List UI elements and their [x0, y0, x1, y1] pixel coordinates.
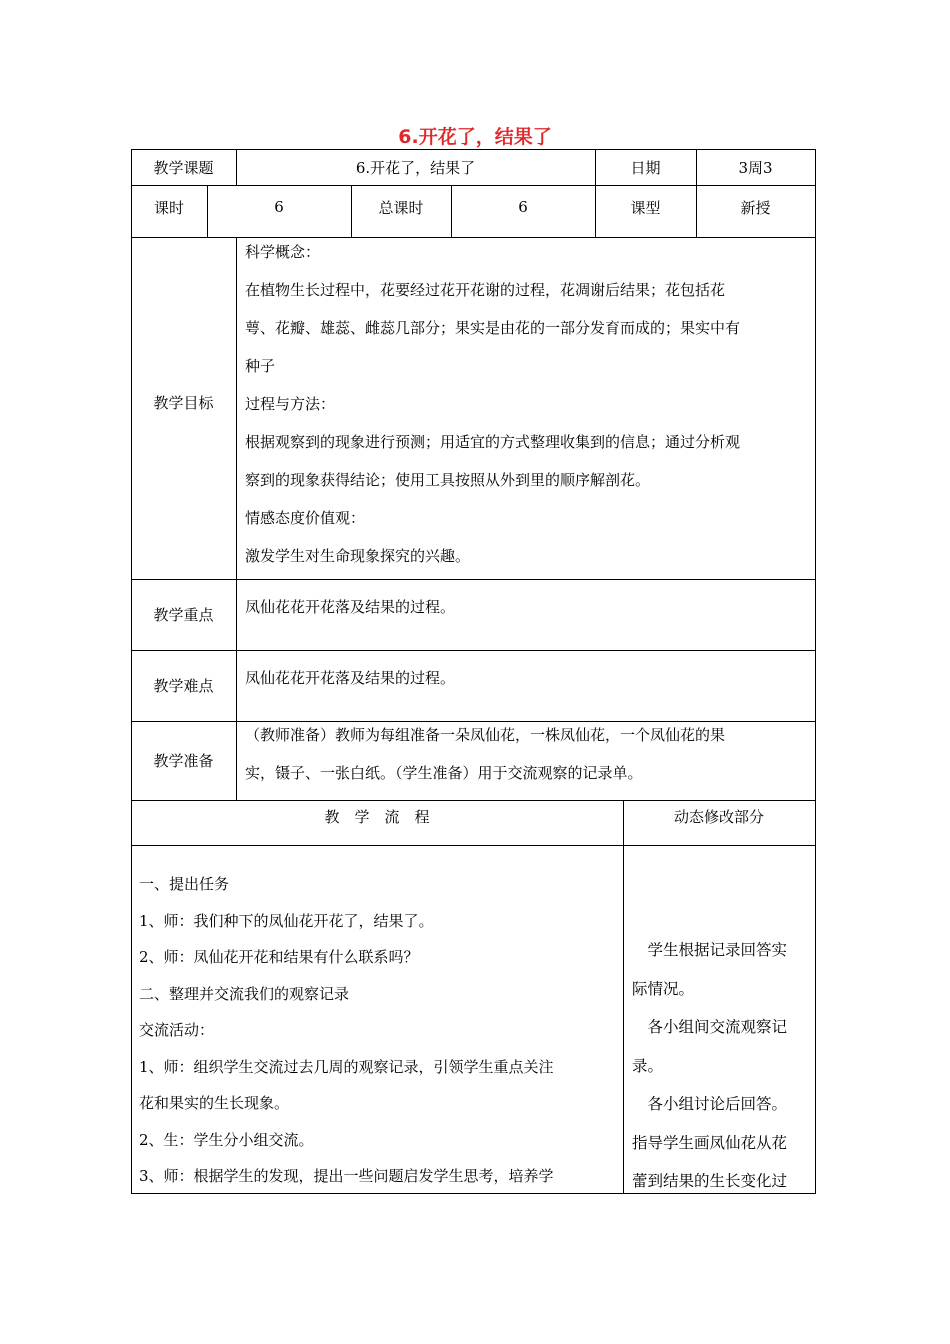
goals-line: 激发学生对生命现象探究的兴趣。 [245, 547, 471, 565]
goals-line: 在植物生长过程中，花要经过花开花谢的过程，花凋谢后结果；花包括花 [245, 281, 726, 299]
difficulty-label: 教学难点 [153, 677, 214, 695]
side-notes [632, 931, 814, 1201]
process-line: 2、生：学生分小组交流。 [139, 1130, 314, 1149]
topic-label: 教学课题 [153, 158, 214, 177]
process-line: 3、师：根据学生的发现，提出一些问题启发学生思考，培养学 [139, 1167, 554, 1185]
goals-line: 种子 [245, 357, 276, 375]
total-periods-label: 总课时 [378, 198, 424, 217]
side-line: 各小组讨论后回答。 [632, 1095, 788, 1113]
process-line: 一、提出任务 [139, 875, 230, 893]
side-line: 指导学生画凤仙花从花 [632, 1133, 788, 1152]
process-line: 花和果实的生长现象。 [139, 1094, 290, 1112]
preparation-label: 教学准备 [153, 752, 214, 770]
lesson-type-label: 课型 [630, 198, 661, 217]
side-line: 录。 [632, 1056, 664, 1075]
process-line: 1、师：组织学生交流过去几周的观察记录，引领学生重点关注 [139, 1057, 554, 1076]
side-heading: 动态修改部分 [673, 808, 764, 826]
goals-line: 根据观察到的现象进行预测；用适宜的方式整理收集到的信息；通过分析观 [245, 433, 741, 451]
process-line: 二、整理并交流我们的观察记录 [139, 984, 350, 1003]
topic-value: 6.开花了，结果了 [355, 158, 476, 177]
goals-line: 察到的现象获得结论；使用工具按照从外到里的顺序解剖花。 [245, 471, 651, 489]
goals-label: 教学目标 [153, 393, 214, 412]
process-line: 2、师：凤仙花开花和结果有什么联系吗？ [139, 948, 419, 966]
period-value: 6 [274, 198, 284, 216]
side-line: 际情况。 [632, 979, 695, 998]
total-periods-value: 6 [518, 198, 528, 216]
date-value: 3周3 [738, 158, 773, 177]
document-title: 6.开花了，结果了 [398, 126, 552, 148]
preparation-line: （教师准备）教师为每组准备一朵凤仙花，一株凤仙花，一个凤仙花的果 [245, 726, 726, 744]
lesson-type-value: 新授 [740, 198, 771, 217]
process-line: 交流活动： [139, 1021, 215, 1039]
key-point-value: 凤仙花花开花落及结果的过程。 [245, 598, 456, 616]
process-content [139, 866, 619, 1195]
period-label: 课时 [153, 198, 184, 217]
side-line: 蕾到结果的生长变化过 [632, 1172, 788, 1190]
key-point-label: 教学重点 [153, 606, 214, 624]
date-label: 日期 [630, 158, 661, 177]
process-heading: 教 学 流 程 [324, 808, 430, 826]
goals-line: 情感态度价值观： [245, 509, 366, 527]
goals-line: 萼、花瓣、雄蕊、雌蕊几部分；果实是由花的一部分发育而成的；果实中有 [245, 319, 741, 337]
goals-line: 过程与方法： [245, 395, 336, 413]
process-line: 1、师：我们种下的凤仙花开花了，结果了。 [139, 911, 434, 930]
difficulty-value: 凤仙花花开花落及结果的过程。 [245, 669, 456, 687]
side-line: 各小组间交流观察记 [632, 1018, 788, 1036]
goals-text [245, 233, 810, 575]
side-line: 学生根据记录回答实 [632, 941, 788, 959]
goals-line: 科学概念： [245, 243, 321, 261]
preparation-line: 实，镊子、一张白纸。（学生准备）用于交流观察的记录单。 [245, 764, 643, 782]
preparation-text [245, 716, 810, 792]
